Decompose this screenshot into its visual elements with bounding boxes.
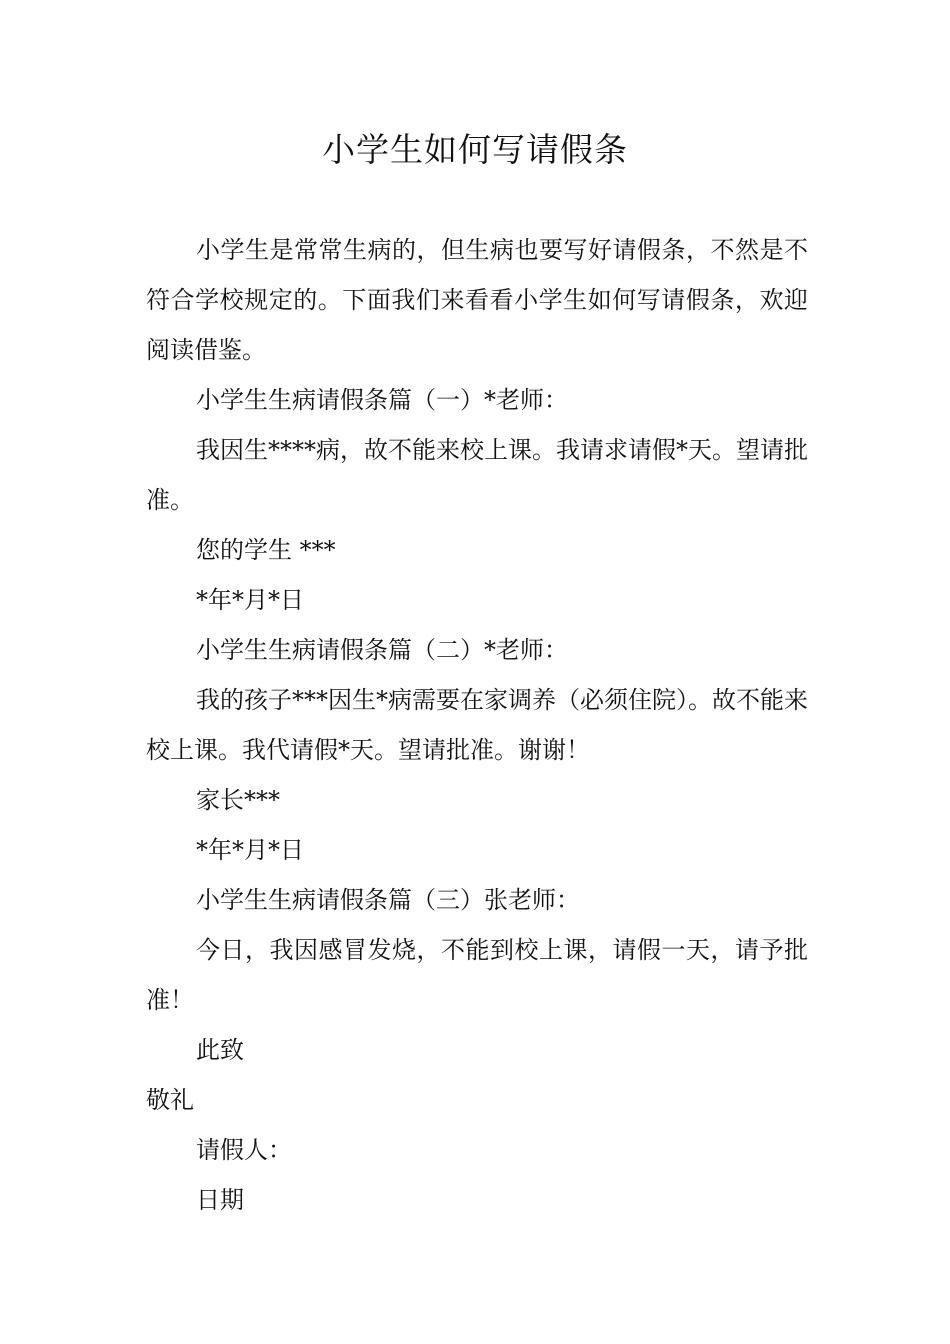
note-3-date: 日期 bbox=[196, 1186, 244, 1214]
note-1-date: *年*月*日 bbox=[196, 586, 304, 614]
note-3-closing: 此致 bbox=[196, 1036, 244, 1064]
note-2-date: *年*月*日 bbox=[196, 836, 304, 864]
section-heading-3: 小学生生病请假条篇（三）张老师： bbox=[196, 886, 580, 914]
note-2-body: 我的孩子***因生*病需要在家调养（必须住院）。故不能来校上课。我代请假*天。望请批准。谢谢！ bbox=[146, 686, 808, 764]
note-3-signature: 请假人： bbox=[196, 1136, 292, 1164]
intro-paragraph: 小学生是常常生病的，但生病也要写好请假条，不然是不符合学校规定的。下面我们来看看小学生如何写请假条，欢迎阅读借鉴。 bbox=[146, 236, 808, 364]
section-heading-1: 小学生生病请假条篇（一）*老师： bbox=[196, 386, 568, 414]
note-3-salute: 敬礼 bbox=[146, 1086, 194, 1114]
document-title: 小学生如何写请假条 bbox=[322, 130, 628, 169]
note-1-signature: 您的学生 *** bbox=[196, 536, 336, 564]
note-3-body: 今日，我因感冒发烧，不能到校上课，请假一天，请予批准！ bbox=[146, 936, 808, 1014]
note-1-body: 我因生****病，故不能来校上课。我请求请假*天。望请批准。 bbox=[146, 436, 808, 514]
document-body bbox=[146, 225, 808, 1225]
section-heading-2: 小学生生病请假条篇（二）*老师： bbox=[196, 636, 568, 664]
note-2-signature: 家长*** bbox=[196, 786, 280, 814]
